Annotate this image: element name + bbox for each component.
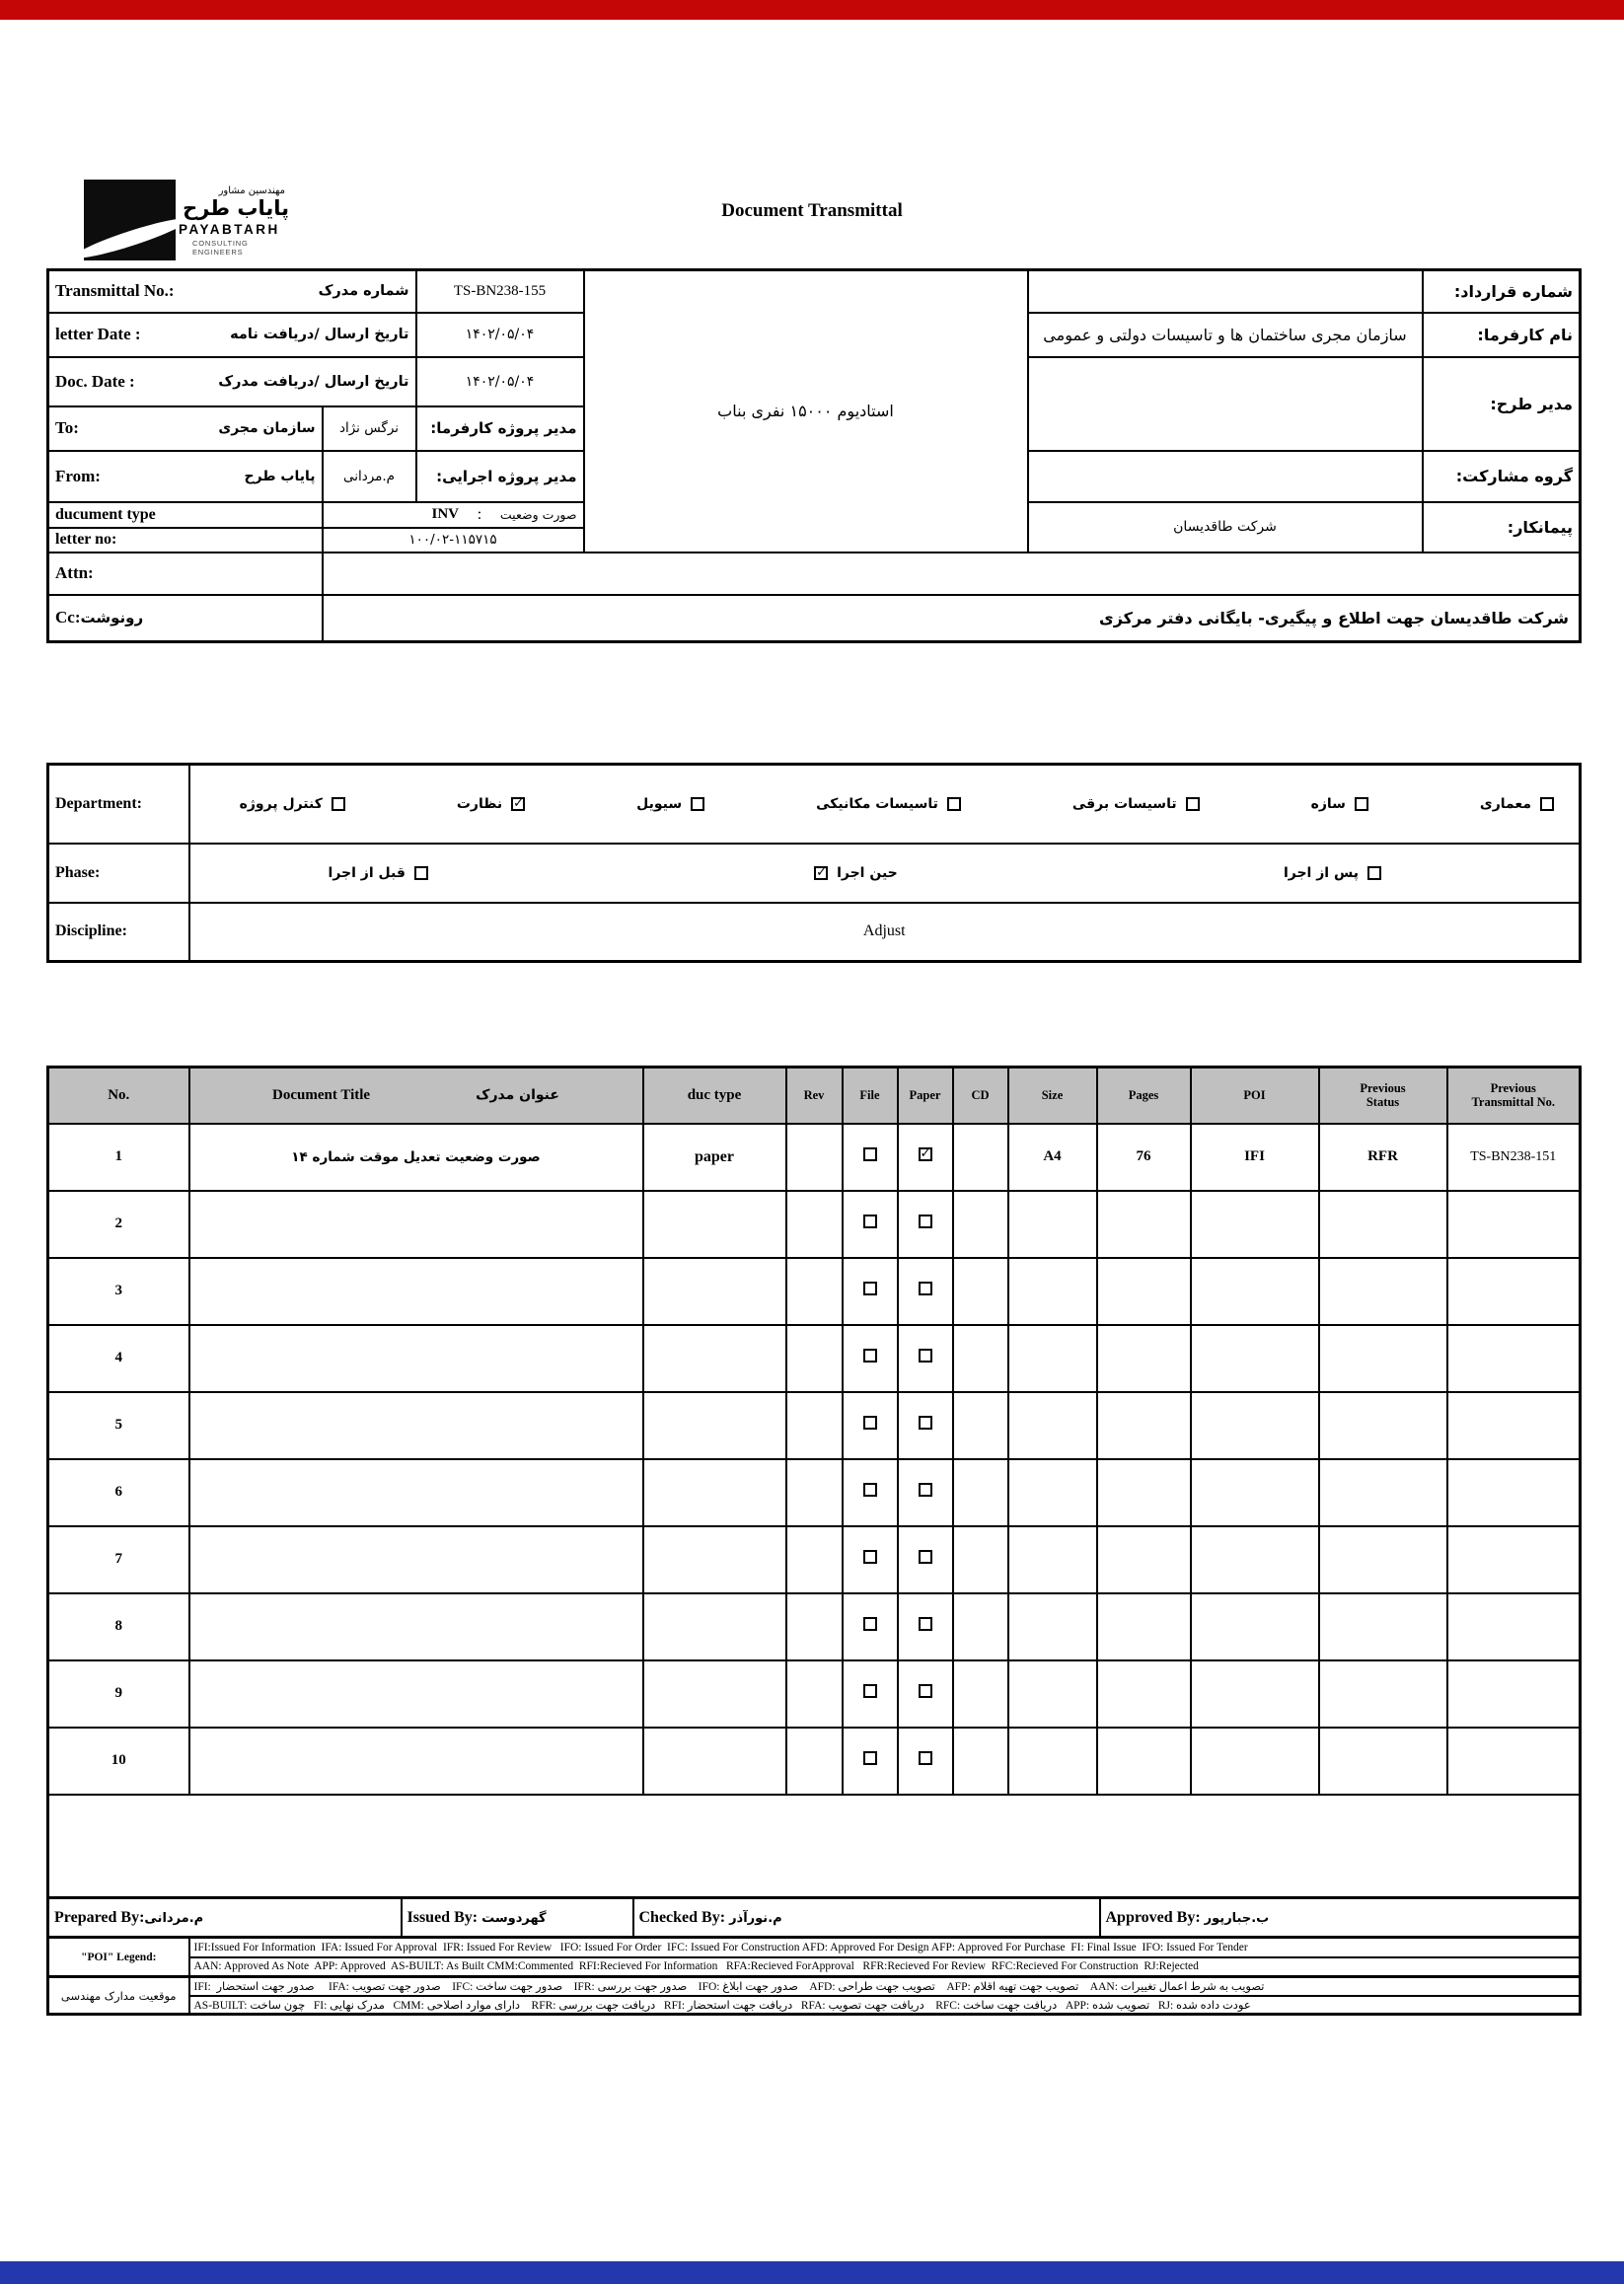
row-ductype bbox=[643, 1728, 786, 1795]
after-execution-checkbox[interactable] bbox=[1367, 866, 1381, 880]
approved-by-cell bbox=[1100, 1898, 1581, 1938]
poi-legend-table bbox=[46, 1936, 1582, 2016]
row-poi bbox=[1191, 1526, 1319, 1593]
transmittal-no-label-cell bbox=[48, 270, 416, 313]
row-rev bbox=[786, 1593, 843, 1660]
row-cd bbox=[953, 1124, 1008, 1191]
row-rev bbox=[786, 1392, 843, 1459]
mechanical-checkbox[interactable] bbox=[947, 797, 961, 811]
paper-checkbox[interactable] bbox=[919, 1550, 932, 1564]
row-no: 7 bbox=[48, 1526, 189, 1593]
row-poi bbox=[1191, 1392, 1319, 1459]
row-cd bbox=[953, 1191, 1008, 1258]
row-ductype bbox=[643, 1526, 786, 1593]
row-no: 10 bbox=[48, 1728, 189, 1795]
dept-option-electrical bbox=[1072, 796, 1200, 812]
row-poi bbox=[1191, 1728, 1319, 1795]
attn-value-cell bbox=[323, 553, 1581, 595]
row-prev-status bbox=[1319, 1191, 1447, 1258]
prepared-by-cell bbox=[48, 1898, 402, 1938]
row-prev-status bbox=[1319, 1728, 1447, 1795]
row-rev bbox=[786, 1728, 843, 1795]
phase-option-after bbox=[1284, 865, 1381, 881]
logo-fa-small: مهندسین مشاور bbox=[218, 185, 285, 196]
row-prev-transmittal bbox=[1447, 1325, 1581, 1392]
row-prev-status bbox=[1319, 1392, 1447, 1459]
row-prev-transmittal bbox=[1447, 1728, 1581, 1795]
issued-by-value: گهردوست bbox=[481, 1910, 547, 1926]
row-poi bbox=[1191, 1593, 1319, 1660]
col-title-fa: عنوان مدرک bbox=[476, 1087, 559, 1104]
table-row bbox=[48, 1191, 1581, 1258]
row-ductype bbox=[643, 1660, 786, 1728]
row-prev-transmittal bbox=[1447, 1392, 1581, 1459]
client-name-label: نام کارفرما: bbox=[1423, 313, 1581, 357]
row-size bbox=[1008, 1325, 1097, 1392]
paper-checkbox[interactable] bbox=[919, 1684, 932, 1698]
checked-by-cell bbox=[633, 1898, 1100, 1938]
row-no: 9 bbox=[48, 1660, 189, 1728]
row-ductype bbox=[643, 1593, 786, 1660]
row-paper-cell bbox=[898, 1191, 953, 1258]
phase-label: Phase: bbox=[48, 844, 189, 903]
discipline-label: Discipline: bbox=[48, 903, 189, 962]
row-pages bbox=[1097, 1593, 1191, 1660]
paper-checkbox[interactable] bbox=[919, 1147, 932, 1161]
dept-option-structure bbox=[1311, 796, 1368, 812]
row-cd bbox=[953, 1660, 1008, 1728]
row-prev-status bbox=[1319, 1526, 1447, 1593]
approved-by-value: ب.جبارپور bbox=[1204, 1910, 1270, 1926]
project-control-checkbox[interactable] bbox=[332, 797, 345, 811]
phase-option-during bbox=[814, 865, 898, 881]
file-checkbox[interactable] bbox=[863, 1282, 877, 1295]
paper-checkbox[interactable] bbox=[919, 1215, 932, 1228]
row-file-cell bbox=[843, 1660, 898, 1728]
table-row bbox=[48, 1728, 1581, 1795]
row-prev-transmittal bbox=[1447, 1593, 1581, 1660]
row-ductype bbox=[643, 1325, 786, 1392]
architecture-label: معماری bbox=[1479, 795, 1531, 812]
paper-checkbox[interactable] bbox=[919, 1416, 932, 1430]
doc-type-colon: : bbox=[477, 505, 482, 523]
col-title bbox=[189, 1068, 643, 1124]
row-prev-status bbox=[1319, 1593, 1447, 1660]
approved-by-label: Approved By: bbox=[1105, 1908, 1201, 1926]
row-no: 5 bbox=[48, 1392, 189, 1459]
file-checkbox[interactable] bbox=[863, 1147, 877, 1161]
dept-option-civil bbox=[636, 796, 704, 812]
row-rev bbox=[786, 1191, 843, 1258]
prepared-by-label: Prepared By: bbox=[54, 1908, 145, 1926]
engineering-docs-status-label: موقعیت مدارک مهندسی bbox=[48, 1977, 189, 2015]
file-checkbox[interactable] bbox=[863, 1751, 877, 1765]
transmittal-no-label-en: Transmittal No.: bbox=[55, 281, 175, 301]
row-ductype bbox=[643, 1392, 786, 1459]
electrical-checkbox[interactable] bbox=[1186, 797, 1200, 811]
col-title-en: Document Title bbox=[272, 1086, 371, 1103]
row-title bbox=[189, 1191, 643, 1258]
during-execution-label: حین اجرا bbox=[837, 864, 898, 881]
row-rev bbox=[786, 1124, 843, 1191]
doc-type-label: ducument type bbox=[55, 505, 156, 523]
row-paper-cell bbox=[898, 1728, 953, 1795]
row-pages bbox=[1097, 1660, 1191, 1728]
row-no: 2 bbox=[48, 1191, 189, 1258]
transmittal-no-label-fa: شماره مدرک bbox=[318, 283, 409, 300]
logo-company-name: PAYABTARH bbox=[179, 222, 280, 237]
partnership-label: گروه مشارکت: bbox=[1423, 451, 1581, 502]
row-pages bbox=[1097, 1325, 1191, 1392]
legend-en-line2: AAN: Approved As Note APP: Approved AS-BUILT: As Built CMM:Commented RFI:Recieved For Information RFA:Recieved ForApproval RFR:Recieved For Review RFC:Recieved For Construction RJ:Rejected bbox=[189, 1957, 1581, 1977]
architecture-checkbox[interactable] bbox=[1540, 797, 1554, 811]
row-rev bbox=[786, 1258, 843, 1325]
structure-checkbox[interactable] bbox=[1355, 797, 1368, 811]
row-title: صورت وضعیت تعدیل موقت شماره ۱۴ bbox=[189, 1124, 643, 1191]
row-file-cell bbox=[843, 1191, 898, 1258]
row-pages bbox=[1097, 1728, 1191, 1795]
row-title bbox=[189, 1660, 643, 1728]
row-prev-transmittal bbox=[1447, 1191, 1581, 1258]
discipline-value: Adjust bbox=[189, 903, 1581, 962]
row-prev-transmittal bbox=[1447, 1258, 1581, 1325]
row-prev-status bbox=[1319, 1660, 1447, 1728]
row-no: 4 bbox=[48, 1325, 189, 1392]
row-prev-status bbox=[1319, 1459, 1447, 1526]
row-ductype bbox=[643, 1258, 786, 1325]
row-rev bbox=[786, 1660, 843, 1728]
row-paper-cell bbox=[898, 1124, 953, 1191]
phase-option-before bbox=[329, 865, 428, 881]
row-no: 3 bbox=[48, 1258, 189, 1325]
checked-by-label: Checked By: bbox=[638, 1908, 726, 1926]
row-poi bbox=[1191, 1459, 1319, 1526]
logo-company-subtitle: CONSULTING ENGINEERS bbox=[192, 239, 249, 257]
from-cell bbox=[48, 451, 323, 502]
department-label: Department: bbox=[48, 765, 189, 844]
design-manager-label: مدیر طرح: bbox=[1423, 357, 1581, 451]
paper-checkbox[interactable] bbox=[919, 1751, 932, 1765]
transmittal-no-value: TS-BN238-155 bbox=[416, 270, 584, 313]
mechanical-label: تاسیسات مکانیکی bbox=[816, 795, 938, 812]
row-size bbox=[1008, 1459, 1097, 1526]
col-no: No. bbox=[48, 1068, 189, 1124]
row-title bbox=[189, 1728, 643, 1795]
dept-option-architecture bbox=[1480, 796, 1554, 812]
row-rev bbox=[786, 1526, 843, 1593]
table-empty-area bbox=[48, 1795, 1581, 1898]
row-rev bbox=[786, 1459, 843, 1526]
contractor-label: پیمانکار: bbox=[1423, 502, 1581, 553]
from-label: From: bbox=[55, 466, 101, 485]
row-title bbox=[189, 1459, 643, 1526]
row-size bbox=[1008, 1526, 1097, 1593]
cc-label-fa: رونوشت bbox=[80, 609, 144, 627]
file-checkbox[interactable] bbox=[863, 1215, 877, 1228]
contract-no-value bbox=[1028, 270, 1423, 313]
row-cd bbox=[953, 1593, 1008, 1660]
to-person: نرگس نژاد bbox=[323, 406, 416, 451]
table-row bbox=[48, 1325, 1581, 1392]
row-file-cell bbox=[843, 1124, 898, 1191]
row-pages bbox=[1097, 1191, 1191, 1258]
cc-value: شرکت طاقدیسان جهت اطلاع و پیگیری- بایگانی دفتر مرکزی bbox=[323, 595, 1581, 642]
during-execution-checkbox[interactable] bbox=[814, 866, 828, 880]
row-ductype: paper bbox=[643, 1124, 786, 1191]
client-name-value: سازمان مجری ساختمان ها و تاسیسات دولتی و عمومی bbox=[1028, 313, 1423, 357]
row-size bbox=[1008, 1660, 1097, 1728]
row-cd bbox=[953, 1325, 1008, 1392]
row-file-cell bbox=[843, 1258, 898, 1325]
from-value: پایاب طرح bbox=[244, 468, 316, 484]
row-poi bbox=[1191, 1258, 1319, 1325]
poi-legend-label: "POI" Legend: bbox=[48, 1938, 189, 1977]
department-options-cell bbox=[189, 765, 1581, 844]
row-prev-transmittal: TS-BN238-151 bbox=[1447, 1124, 1581, 1191]
file-checkbox[interactable] bbox=[863, 1684, 877, 1698]
row-file-cell bbox=[843, 1593, 898, 1660]
project-control-label: کنترل پروژه bbox=[239, 795, 323, 812]
row-prev-transmittal bbox=[1447, 1526, 1581, 1593]
row-file-cell bbox=[843, 1392, 898, 1459]
doc-type-value-cell bbox=[323, 502, 584, 528]
row-poi bbox=[1191, 1191, 1319, 1258]
row-pages bbox=[1097, 1258, 1191, 1325]
paper-checkbox[interactable] bbox=[919, 1282, 932, 1295]
to-value: سازمان مجری bbox=[218, 420, 316, 436]
department-section-table bbox=[46, 763, 1582, 963]
file-checkbox[interactable] bbox=[863, 1483, 877, 1497]
row-title bbox=[189, 1258, 643, 1325]
issued-by-label: Issued By: bbox=[406, 1908, 479, 1926]
row-file-cell bbox=[843, 1325, 898, 1392]
col-size: Size bbox=[1008, 1068, 1097, 1124]
row-size bbox=[1008, 1593, 1097, 1660]
letter-no-value: ۱۰۰/۰۲-۱۱۵۷۱۵ bbox=[323, 528, 584, 553]
file-checkbox[interactable] bbox=[863, 1550, 877, 1564]
row-cd bbox=[953, 1258, 1008, 1325]
row-pages bbox=[1097, 1459, 1191, 1526]
row-cd bbox=[953, 1526, 1008, 1593]
row-no: 1 bbox=[48, 1124, 189, 1191]
contract-no-label: شماره قرارداد: bbox=[1423, 270, 1581, 313]
signatures-table bbox=[46, 1896, 1582, 1939]
from-person: م.مردانی bbox=[323, 451, 416, 502]
row-prev-status bbox=[1319, 1325, 1447, 1392]
row-paper-cell bbox=[898, 1459, 953, 1526]
attn-label-cell bbox=[48, 553, 323, 595]
page-title: Document Transmittal bbox=[721, 200, 903, 221]
row-poi bbox=[1191, 1325, 1319, 1392]
row-prev-transmittal bbox=[1447, 1660, 1581, 1728]
table-header-row bbox=[48, 1068, 1581, 1124]
table-row bbox=[48, 1593, 1581, 1660]
letter-no-label-cell bbox=[48, 528, 323, 553]
cc-label-cell bbox=[48, 595, 323, 642]
before-execution-label: قبل از اجرا bbox=[328, 864, 406, 881]
doc-date-label-en: Doc. Date : bbox=[55, 371, 135, 391]
letter-date-label-fa: تاریخ ارسال /دریافت نامه bbox=[230, 327, 409, 342]
row-rev bbox=[786, 1325, 843, 1392]
partnership-value bbox=[1028, 451, 1423, 502]
row-prev-transmittal bbox=[1447, 1459, 1581, 1526]
row-paper-cell bbox=[898, 1526, 953, 1593]
bottom-blue-bar bbox=[0, 2261, 1624, 2284]
row-title bbox=[189, 1392, 643, 1459]
cc-label-en: Cc: bbox=[55, 608, 81, 627]
legend-fa-line2: AS-BUILT: چون ساخت FI: مدرک نهایی CMM: دارای موارد اصلاحی RFR: دریافت جهت بررسی RFI: دریافت جهت استحضار RFA: دریافت جهت تصویب RFC: دریافت جهت ساخت APP: تصویب شده RJ: عودت داده شده bbox=[189, 1996, 1581, 2015]
document-list-table bbox=[46, 1066, 1582, 1899]
row-poi bbox=[1191, 1660, 1319, 1728]
doc-date-label-fa: تاریخ ارسال /دریافت مدرک bbox=[218, 373, 409, 390]
row-cd bbox=[953, 1392, 1008, 1459]
legend-en-line1: IFI:Issued For Information IFA: Issued For Approval IFR: Issued For Review IFO: Issued For Order IFC: Issued For Construction AFD: Approved For Design AFP: Approved For Purchase FI: Final Issue IFO: Issued For Tender bbox=[189, 1938, 1581, 1957]
legend-fa-line1: IFI: صدور جهت استحضار IFA: صدور جهت تصویب IFC: صدور جهت ساخت IFR: صدور جهت بررسی IFO: صدور جهت ابلاغ AFD: تصویب جهت طراحی AFP: تصویب جهت تهیه اقلام AAN: تصویب به شرط اعمال تغییرات bbox=[189, 1977, 1581, 1996]
supervision-label: نظارت bbox=[456, 795, 503, 812]
col-cd: CD bbox=[953, 1068, 1008, 1124]
row-file-cell bbox=[843, 1728, 898, 1795]
table-empty-area-row bbox=[48, 1795, 1581, 1898]
letter-date-label-cell bbox=[48, 313, 416, 357]
table-row bbox=[48, 1392, 1581, 1459]
row-no: 8 bbox=[48, 1593, 189, 1660]
doc-type-fa: صورت وضعیت bbox=[499, 507, 577, 522]
row-poi: IFI bbox=[1191, 1124, 1319, 1191]
col-ductype: duc type bbox=[643, 1068, 786, 1124]
col-prev-transmittal: Previous Transmittal No. bbox=[1447, 1068, 1581, 1124]
row-prev-status: RFR bbox=[1319, 1124, 1447, 1191]
to-label: To: bbox=[55, 418, 79, 437]
col-rev: Rev bbox=[786, 1068, 843, 1124]
row-pages: 76 bbox=[1097, 1124, 1191, 1191]
col-poi: POI bbox=[1191, 1068, 1319, 1124]
design-manager-value bbox=[1028, 357, 1423, 451]
client-pm-label: مدیر پروژه کارفرما: bbox=[416, 406, 584, 451]
letter-date-value: ۱۴۰۲/۰۵/۰۴ bbox=[416, 313, 584, 357]
col-file: File bbox=[843, 1068, 898, 1124]
header-info-table bbox=[46, 268, 1582, 643]
table-row bbox=[48, 1258, 1581, 1325]
row-paper-cell bbox=[898, 1392, 953, 1459]
supervision-checkbox[interactable] bbox=[511, 797, 525, 811]
civil-checkbox[interactable] bbox=[691, 797, 704, 811]
phase-options-cell bbox=[189, 844, 1581, 903]
table-row bbox=[48, 1459, 1581, 1526]
doc-date-value: ۱۴۰۲/۰۵/۰۴ bbox=[416, 357, 584, 406]
row-size bbox=[1008, 1258, 1097, 1325]
doc-type-label-cell bbox=[48, 502, 323, 528]
row-pages bbox=[1097, 1526, 1191, 1593]
row-prev-status bbox=[1319, 1258, 1447, 1325]
row-paper-cell bbox=[898, 1325, 953, 1392]
doc-date-label-cell bbox=[48, 357, 416, 406]
contractor-value: شرکت طاقدیسان bbox=[1028, 502, 1423, 553]
row-no: 6 bbox=[48, 1459, 189, 1526]
col-paper: Paper bbox=[898, 1068, 953, 1124]
after-execution-label: پس از اجرا bbox=[1283, 864, 1359, 881]
prepared-by-value: م.مردانی bbox=[144, 1910, 204, 1926]
project-name-cell: استادیوم ۱۵۰۰۰ نفری بناب bbox=[584, 270, 1028, 553]
row-paper-cell bbox=[898, 1593, 953, 1660]
row-size bbox=[1008, 1191, 1097, 1258]
row-ductype bbox=[643, 1191, 786, 1258]
letter-no-label: letter no: bbox=[55, 531, 117, 548]
issued-by-cell bbox=[402, 1898, 633, 1938]
row-title bbox=[189, 1593, 643, 1660]
row-file-cell bbox=[843, 1526, 898, 1593]
row-paper-cell bbox=[898, 1660, 953, 1728]
exec-pm-label: مدیر پروژه اجرایی: bbox=[416, 451, 584, 502]
row-size bbox=[1008, 1728, 1097, 1795]
row-ductype bbox=[643, 1459, 786, 1526]
electrical-label: تاسیسات برقی bbox=[1071, 795, 1177, 812]
table-row bbox=[48, 1526, 1581, 1593]
file-checkbox[interactable] bbox=[863, 1617, 877, 1631]
dept-option-project-control bbox=[240, 796, 345, 812]
checked-by-value: م.نورآذر bbox=[729, 1910, 782, 1926]
top-red-bar bbox=[0, 0, 1624, 20]
logo-fa-large: پایاب طرح bbox=[183, 196, 289, 220]
row-paper-cell bbox=[898, 1258, 953, 1325]
paper-checkbox[interactable] bbox=[919, 1483, 932, 1497]
col-prev-status: Previous Status bbox=[1319, 1068, 1447, 1124]
col-pages: Pages bbox=[1097, 1068, 1191, 1124]
file-checkbox[interactable] bbox=[863, 1416, 877, 1430]
dept-option-mechanical bbox=[816, 796, 961, 812]
row-file-cell bbox=[843, 1459, 898, 1526]
row-pages bbox=[1097, 1392, 1191, 1459]
paper-checkbox[interactable] bbox=[919, 1617, 932, 1631]
row-title bbox=[189, 1325, 643, 1392]
doc-type-value: INV bbox=[431, 506, 460, 522]
paper-checkbox[interactable] bbox=[919, 1349, 932, 1363]
file-checkbox[interactable] bbox=[863, 1349, 877, 1363]
table-row bbox=[48, 1124, 1581, 1191]
to-cell bbox=[48, 406, 323, 451]
row-size bbox=[1008, 1392, 1097, 1459]
letter-date-label-en: letter Date : bbox=[55, 325, 141, 343]
attn-label: Attn: bbox=[55, 563, 94, 582]
civil-label: سیویل bbox=[636, 795, 683, 812]
row-cd bbox=[953, 1728, 1008, 1795]
row-title bbox=[189, 1526, 643, 1593]
row-size: A4 bbox=[1008, 1124, 1097, 1191]
table-row bbox=[48, 1660, 1581, 1728]
before-execution-checkbox[interactable] bbox=[414, 866, 428, 880]
structure-label: سازه bbox=[1310, 795, 1346, 812]
row-cd bbox=[953, 1459, 1008, 1526]
dept-option-supervision bbox=[457, 796, 525, 812]
